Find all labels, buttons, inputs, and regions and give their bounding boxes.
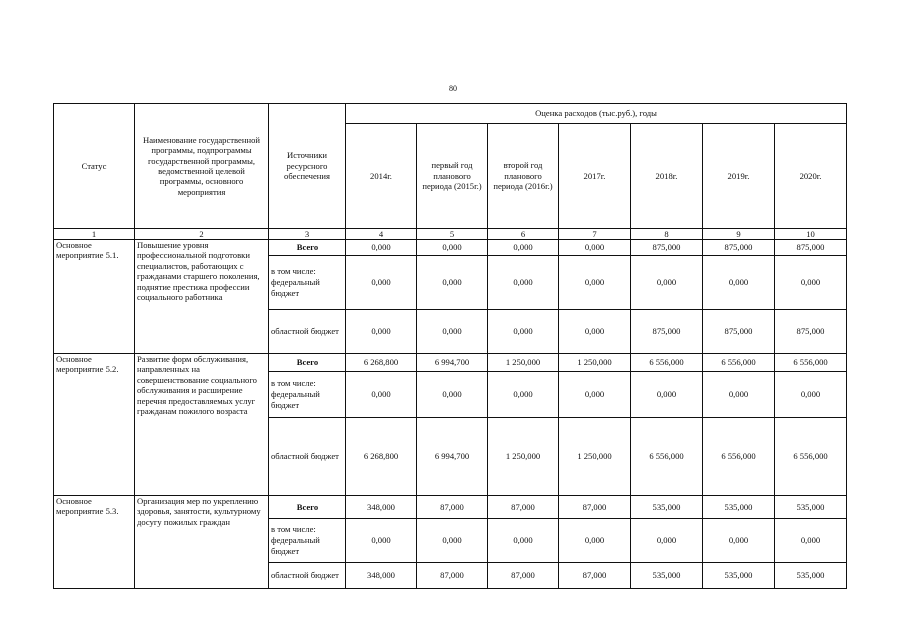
value-cell: 6 994,700 [417, 354, 488, 372]
header-year-2014: 2014г. [346, 124, 417, 229]
value-cell: 0,000 [417, 372, 488, 418]
value-cell: 0,000 [346, 372, 417, 418]
source-label: областной бюджет [269, 418, 346, 496]
column-index: 5 [417, 229, 488, 240]
value-cell: 0,000 [417, 310, 488, 354]
table-row [54, 354, 847, 372]
group-status: Основное мероприятие 5.1. [54, 240, 135, 354]
value-cell: 0,000 [559, 519, 631, 563]
column-index: 1 [54, 229, 135, 240]
source-label: Всего [269, 240, 346, 256]
column-index-row [54, 229, 847, 240]
value-cell: 0,000 [559, 310, 631, 354]
value-cell: 6 556,000 [775, 354, 847, 372]
source-label: в том числе: федеральный бюджет [269, 372, 346, 418]
source-label: в том числе: федеральный бюджет [269, 519, 346, 563]
value-cell: 6 556,000 [631, 418, 703, 496]
value-cell: 0,000 [775, 256, 847, 310]
value-cell: 0,000 [703, 372, 775, 418]
value-cell: 1 250,000 [559, 354, 631, 372]
value-cell: 0,000 [346, 519, 417, 563]
value-cell: 0,000 [417, 519, 488, 563]
value-cell: 0,000 [631, 519, 703, 563]
source-label: областной бюджет [269, 563, 346, 589]
value-cell: 0,000 [775, 519, 847, 563]
header-year-2020: 2020г. [775, 124, 847, 229]
value-cell: 87,000 [417, 563, 488, 589]
value-cell: 0,000 [559, 372, 631, 418]
value-cell: 0,000 [417, 240, 488, 256]
table-row [54, 240, 847, 256]
column-index: 8 [631, 229, 703, 240]
value-cell: 87,000 [488, 563, 559, 589]
column-index: 3 [269, 229, 346, 240]
value-cell: 0,000 [417, 256, 488, 310]
value-cell: 0,000 [559, 256, 631, 310]
value-cell: 6 268,800 [346, 354, 417, 372]
value-cell: 1 250,000 [559, 418, 631, 496]
header-year-2018: 2018г. [631, 124, 703, 229]
header-year-2019: 2019г. [703, 124, 775, 229]
value-cell: 6 994,700 [417, 418, 488, 496]
value-cell: 0,000 [346, 310, 417, 354]
value-cell: 87,000 [417, 496, 488, 519]
value-cell: 0,000 [488, 256, 559, 310]
value-cell: 875,000 [631, 310, 703, 354]
value-cell: 0,000 [703, 256, 775, 310]
header-year-2015: первый год планового периода (2015г.) [417, 124, 488, 229]
group-name: Повышение уровня профессиональной подготовки специалистов, работающих с гражданами старшего поколения, поднятие престижа профессии социального работника [135, 240, 269, 354]
value-cell: 0,000 [488, 372, 559, 418]
page-number: 80 [449, 84, 457, 93]
value-cell: 535,000 [775, 563, 847, 589]
value-cell: 6 556,000 [775, 418, 847, 496]
value-cell: 6 556,000 [631, 354, 703, 372]
value-cell: 0,000 [488, 519, 559, 563]
value-cell: 0,000 [488, 240, 559, 256]
value-cell: 875,000 [775, 310, 847, 354]
source-label: Всего [269, 354, 346, 372]
value-cell: 87,000 [559, 496, 631, 519]
value-cell: 87,000 [559, 563, 631, 589]
header-status: Статус [54, 104, 135, 229]
column-index: 6 [488, 229, 559, 240]
value-cell: 535,000 [703, 563, 775, 589]
value-cell: 0,000 [488, 310, 559, 354]
column-index: 7 [559, 229, 631, 240]
header-year-2017: 2017г. [559, 124, 631, 229]
source-label: в том числе: федеральный бюджет [269, 256, 346, 310]
value-cell: 0,000 [631, 256, 703, 310]
value-cell: 0,000 [346, 240, 417, 256]
header-sources: Источники ресурсного обеспечения [269, 104, 346, 229]
value-cell: 875,000 [703, 240, 775, 256]
value-cell: 0,000 [703, 519, 775, 563]
value-cell: 535,000 [703, 496, 775, 519]
value-cell: 6 556,000 [703, 418, 775, 496]
value-cell: 348,000 [346, 496, 417, 519]
value-cell: 348,000 [346, 563, 417, 589]
value-cell: 6 556,000 [703, 354, 775, 372]
value-cell: 1 250,000 [488, 418, 559, 496]
source-label: Всего [269, 496, 346, 519]
value-cell: 535,000 [631, 563, 703, 589]
value-cell: 6 268,800 [346, 418, 417, 496]
column-index: 10 [775, 229, 847, 240]
header-estimate-group: Оценка расходов (тыс.руб.), годы [346, 104, 847, 124]
group-name: Развитие форм обслуживания, направленных на совершенствование социального обслуживания и расширение перечня предоставляемых услуг гражданам пожилого возраста [135, 354, 269, 496]
value-cell: 875,000 [703, 310, 775, 354]
group-status: Основное мероприятие 5.3. [54, 496, 135, 589]
value-cell: 87,000 [488, 496, 559, 519]
value-cell: 0,000 [631, 372, 703, 418]
column-index: 9 [703, 229, 775, 240]
value-cell: 0,000 [775, 372, 847, 418]
header-name: Наименование государственной программы, подпрограммы государственной программы, ведомственной целевой программы, основного мероприятия [135, 104, 269, 229]
group-status: Основное мероприятие 5.2. [54, 354, 135, 496]
column-index: 2 [135, 229, 269, 240]
value-cell: 875,000 [775, 240, 847, 256]
value-cell: 1 250,000 [488, 354, 559, 372]
value-cell: 0,000 [346, 256, 417, 310]
header-year-2016: второй год планового периода (2016г.) [488, 124, 559, 229]
table-row [54, 496, 847, 519]
value-cell: 875,000 [631, 240, 703, 256]
budget-table [53, 103, 847, 589]
value-cell: 0,000 [559, 240, 631, 256]
group-name: Организация мер по укреплению здоровья, занятости, культурному досугу пожилых граждан [135, 496, 269, 589]
column-index: 4 [346, 229, 417, 240]
value-cell: 535,000 [631, 496, 703, 519]
value-cell: 535,000 [775, 496, 847, 519]
source-label: областной бюджет [269, 310, 346, 354]
